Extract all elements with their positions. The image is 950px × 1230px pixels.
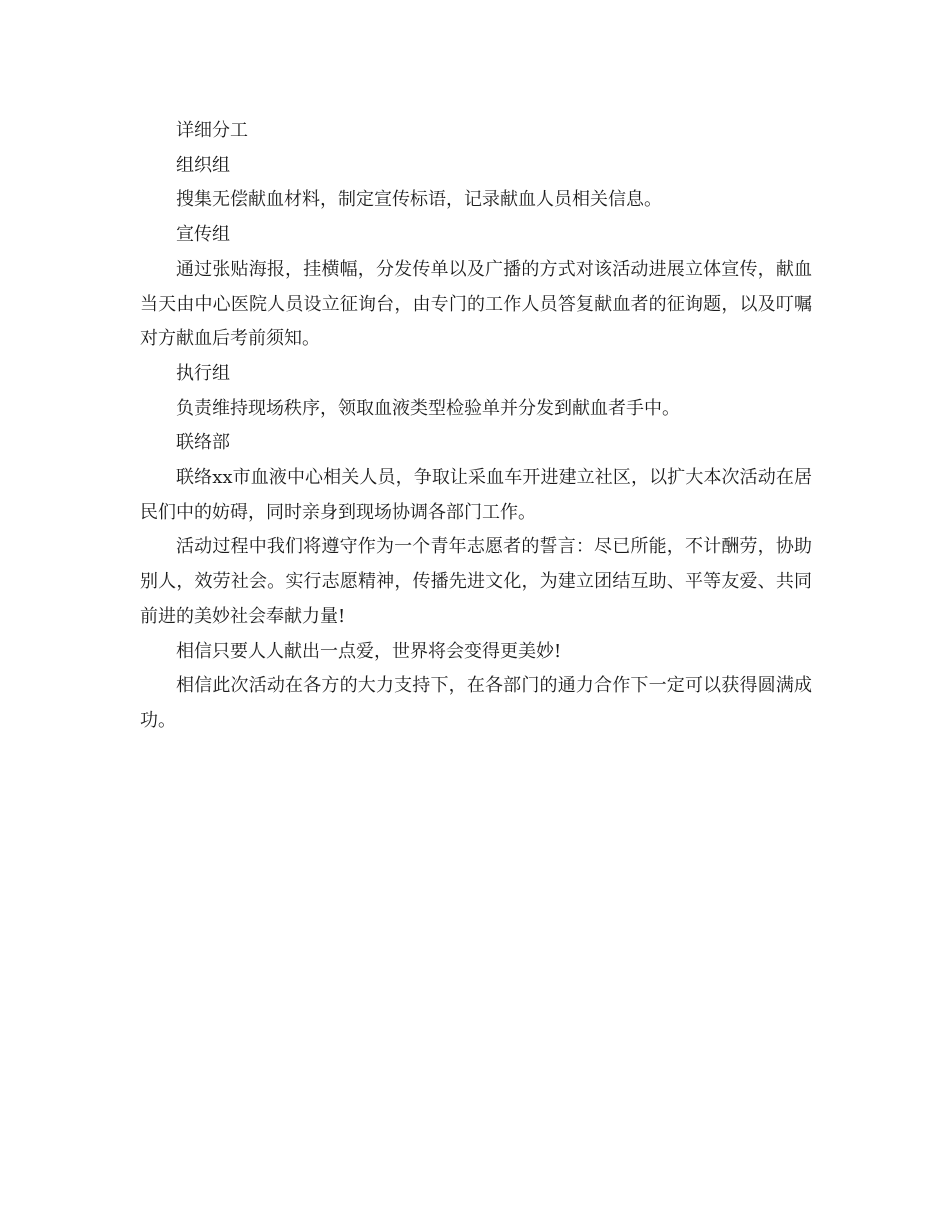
section-heading-execution-group: 执行组 (176, 362, 230, 384)
section-heading-division: 详细分工 (176, 120, 248, 141)
paragraph-execution-duties: 负责维持现场秩序，领取血液类型检验单并分发到献血者手中。 (176, 397, 680, 419)
section-heading-publicity-group: 宣传组 (176, 224, 230, 246)
paragraph-publicity-duties: 通过张贴海报，挂横幅，分发传单以及广播的方式对该活动进展立体宣传，献血当天由中心医院人员设立征询台，由专门的工作人员答复献血者的征询题，以及叮嘱对方献血后考前须知。 (140, 258, 812, 350)
document-body (140, 114, 812, 739)
paragraph-volunteer-pledge: 活动过程中我们将遵守作为一个青年志愿者的誓言：尽已所能，不计酬劳，协助别人，效劳社会。实行志愿精神，传播先进文化，为建立团结互助、平等友爱、共同前进的美妙社会奉献力量! (140, 536, 812, 627)
paragraph-organization-duties: 搜集无偿献血材料，制定宣传标语，记录献血人员相关信息。 (176, 189, 662, 211)
paragraph-closing: 相信此次活动在各方的大力支持下，在各部门的通力合作下一定可以获得圆满成功。 (140, 675, 812, 731)
section-heading-organization-group: 组织组 (176, 154, 230, 176)
paragraph-belief: 相信只要人人献出一点爱，世界将会变得更美妙! (176, 640, 562, 662)
section-heading-liaison-dept: 联络部 (176, 432, 230, 454)
paragraph-liaison-duties: 联络xx市血液中心相关人员，争取让采血车开进建立社区，以扩大本次活动在居民们中的妨碍，同时亲身到现场协调各部门工作。 (140, 467, 812, 523)
